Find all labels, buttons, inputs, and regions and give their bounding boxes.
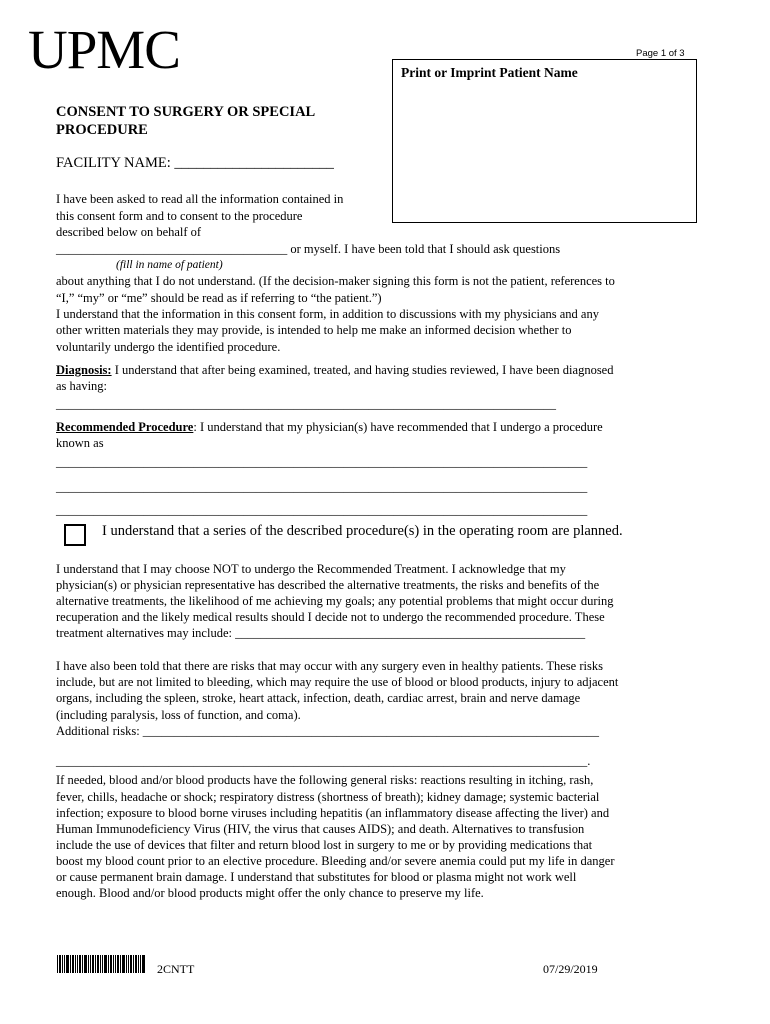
blood-line-4: Human Immunodeficiency Virus (HIV, the virus that causes AIDS); and death. Alternatives to transfusion <box>56 822 585 836</box>
form-title <box>56 103 315 139</box>
blood-line-3: infection; exposure to blood borne viruses including hepatitis (an inflammatory disease affecting the liver) and <box>56 806 610 820</box>
risks-line-3: organs, including the spleen, stroke, heart attack, infection, death, cardiac arrest, brain and nerve damage <box>56 691 581 705</box>
patient-name-blank[interactable]: _____________________________________ or myself. I have been told that I should ask questions <box>56 242 561 256</box>
recommended-text: : I understand that my physician(s) have recommended that I undergo a procedure <box>193 420 603 434</box>
additional-risks-blank[interactable]: Additional risks: _________________________________________________________________________ <box>56 724 600 738</box>
facility-name-field[interactable]: FACILITY NAME: ______________________ <box>56 155 334 171</box>
barcode-image <box>57 955 145 973</box>
intro-line-3: described below on behalf of <box>56 225 202 239</box>
form-date: 07/29/2019 <box>543 962 598 976</box>
alternatives-line-1: I understand that I may choose NOT to undergo the Recommended Treatment. I acknowledge that my <box>56 562 566 576</box>
recommended-line-1 <box>56 419 603 436</box>
recommended-heading: Recommended Procedure <box>56 420 194 434</box>
form-code: 2CNTT <box>157 962 195 976</box>
risks-line-1: I have also been told that there are risks that may occur with any surgery even in healthy patients. These risks <box>56 659 603 673</box>
series-planned-statement: I understand that a series of the described procedure(s) in the operating room are planned. <box>102 523 623 539</box>
intro-line-5: about anything that I do not understand. (If the decision-maker signing this form is not the patient, references to <box>56 274 615 288</box>
procedure-blank-3[interactable]: _____________________________________________________________________________________ <box>56 503 588 517</box>
patient-name-box[interactable] <box>392 59 697 223</box>
intro-line-7: I understand that the information in this consent form, in addition to discussions with my physicians and any <box>56 307 599 321</box>
page-indicator: Page 1 of 3 <box>636 48 685 59</box>
blood-line-7: or cause permanent brain damage. I understand that substitutes for blood or plasma might not work well <box>56 870 577 884</box>
risks-line-4: (including paralysis, loss of function, and coma). <box>56 708 301 722</box>
form-title-line-2: PROCEDURE <box>56 122 148 138</box>
alternatives-line-3: alternative treatments, the likelihood of me achieving my goals; any potential problems that might occur during <box>56 594 614 608</box>
upmc-logo: UPMC <box>28 19 180 80</box>
alternatives-blank[interactable]: treatment alternatives may include: ________________________________________________________ <box>56 626 586 640</box>
procedure-blank-2[interactable]: _____________________________________________________________________________________ <box>56 480 588 494</box>
diagnosis-heading: Diagnosis: <box>56 363 112 377</box>
form-title-line-1: CONSENT TO SURGERY OR SPECIAL <box>56 104 316 120</box>
blood-line-6: boost my blood count prior to an elective procedure. Bleeding and/or severe anemia could put my life in danger <box>56 854 615 868</box>
alternatives-line-4: recuperation and the likely medical results should I decide not to undergo the recommended procedure. These <box>56 610 605 624</box>
additional-risks-blank-2[interactable]: _____________________________________________________________________________________. <box>56 754 591 768</box>
blood-line-2: fever, chills, headache or shock; respiratory distress (shortness of breath); kidney damage; systemic bacterial <box>56 790 600 804</box>
diagnosis-line-1 <box>56 362 613 379</box>
diagnosis-line-2: as having: <box>56 379 108 393</box>
alternatives-line-2: physician(s) or physician representative has described the alternative treatments, the risks and benefits of the <box>56 578 600 592</box>
intro-line-6: “I,” “my” or “me” should be read as if referring to “the patient.”) <box>56 291 382 305</box>
diagnosis-text: I understand that after being examined, treated, and having studies reviewed, I have been diagnosed <box>111 363 614 377</box>
diagnosis-blank[interactable]: ________________________________________________________________________________ <box>56 397 556 411</box>
blood-line-5: include the use of devices that filter and return blood lost in surgery to me or by providing medications that <box>56 838 593 852</box>
intro-line-1: I have been asked to read all the information contained in <box>56 192 344 206</box>
procedure-blank-1[interactable]: _____________________________________________________________________________________ <box>56 455 588 469</box>
risks-line-2: include, but are not limited to bleeding, which may require the use of blood or blood products, injury to adjacent <box>56 675 619 689</box>
blood-line-8: enough. Blood and/or blood products might offer the only chance to preserve my life. <box>56 886 484 900</box>
intro-line-8: other written materials they may provide, is intended to help me make an informed decision whether to <box>56 323 572 337</box>
series-planned-checkbox[interactable] <box>64 524 86 546</box>
blood-line-1: If needed, blood and/or blood products have the following general risks: reactions resulting in itching, rash, <box>56 773 594 787</box>
intro-line-2: this consent form and to consent to the procedure <box>56 209 303 223</box>
recommended-line-2: known as <box>56 436 104 450</box>
patient-name-label: Print or Imprint Patient Name <box>401 65 578 80</box>
intro-line-9: voluntarily undergo the identified procedure. <box>56 340 281 354</box>
fill-hint: (fill in name of patient) <box>116 259 223 271</box>
